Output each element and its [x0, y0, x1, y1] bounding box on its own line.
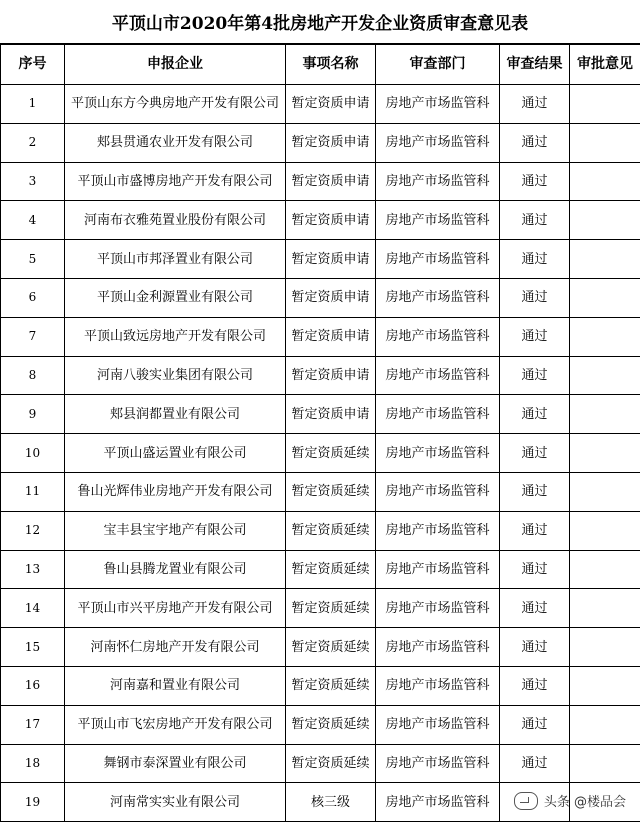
- approval-opinion: [570, 666, 640, 705]
- table-row: [1, 201, 640, 240]
- item-name: 暂定资质申请: [286, 395, 376, 434]
- review-result: 通过: [500, 395, 570, 434]
- item-name: 暂定资质延续: [286, 744, 376, 783]
- header-result: 审查结果: [500, 45, 570, 85]
- item-name: 暂定资质申请: [286, 278, 376, 317]
- row-number: 17: [1, 705, 65, 744]
- item-name: 暂定资质延续: [286, 434, 376, 473]
- table-row: [1, 589, 640, 628]
- table-row: [1, 240, 640, 279]
- company-name: 鲁山县腾龙置业有限公司: [65, 550, 286, 589]
- table-row: [1, 356, 640, 395]
- item-name: 暂定资质延续: [286, 550, 376, 589]
- review-dept: 房地产市场监管科: [376, 240, 500, 279]
- approval-opinion: [570, 589, 640, 628]
- review-result: 通过: [500, 162, 570, 201]
- approval-opinion: [570, 744, 640, 783]
- approval-opinion: [570, 472, 640, 511]
- company-name: 舞钢市泰深置业有限公司: [65, 744, 286, 783]
- item-name: 暂定资质申请: [286, 201, 376, 240]
- approval-opinion: [570, 317, 640, 356]
- row-number: 6: [1, 278, 65, 317]
- review-dept: 房地产市场监管科: [376, 162, 500, 201]
- review-dept: 房地产市场监管科: [376, 705, 500, 744]
- item-name: 暂定资质申请: [286, 317, 376, 356]
- approval-opinion: [570, 356, 640, 395]
- company-name: 河南常实实业有限公司: [65, 783, 286, 822]
- table-row: [1, 511, 640, 550]
- review-dept: 房地产市场监管科: [376, 783, 500, 822]
- page-title: 平顶山市2020年第4批房地产开发企业资质审查意见表: [0, 0, 640, 44]
- company-name: 郏县贯通农业开发有限公司: [65, 123, 286, 162]
- table-header-row: [1, 45, 640, 85]
- table-row: [1, 317, 640, 356]
- company-name: 平顶山市兴平房地产开发有限公司: [65, 589, 286, 628]
- review-result: 通过: [500, 201, 570, 240]
- review-dept: 房地产市场监管科: [376, 550, 500, 589]
- company-name: 鲁山光辉伟业房地产开发有限公司: [65, 472, 286, 511]
- review-result: 通过: [500, 472, 570, 511]
- company-name: 河南嘉和置业有限公司: [65, 666, 286, 705]
- approval-opinion: [570, 85, 640, 124]
- company-name: 河南怀仁房地产开发有限公司: [65, 628, 286, 667]
- row-number: 11: [1, 472, 65, 511]
- approval-opinion: [570, 395, 640, 434]
- row-number: 8: [1, 356, 65, 395]
- review-result: 通过: [500, 356, 570, 395]
- review-result: 通过: [500, 628, 570, 667]
- table-row: [1, 666, 640, 705]
- table-row: [1, 744, 640, 783]
- company-name: 平顶山金利源置业有限公司: [65, 278, 286, 317]
- approval-opinion: [570, 511, 640, 550]
- approval-opinion: [570, 240, 640, 279]
- review-result: 通过: [500, 434, 570, 473]
- item-name: 暂定资质延续: [286, 628, 376, 667]
- row-number: 14: [1, 589, 65, 628]
- review-dept: 房地产市场监管科: [376, 123, 500, 162]
- company-name: 平顶山市飞宏房地产开发有限公司: [65, 705, 286, 744]
- row-number: 3: [1, 162, 65, 201]
- review-dept: 房地产市场监管科: [376, 434, 500, 473]
- row-number: 2: [1, 123, 65, 162]
- table-row: [1, 472, 640, 511]
- table-row: [1, 123, 640, 162]
- header-item: 事项名称: [286, 45, 376, 85]
- review-result: 通过: [500, 550, 570, 589]
- review-dept: 房地产市场监管科: [376, 278, 500, 317]
- company-name: 河南布衣雅苑置业股份有限公司: [65, 201, 286, 240]
- header-no: 序号: [1, 45, 65, 85]
- approval-opinion: [570, 162, 640, 201]
- review-result: 通过: [500, 589, 570, 628]
- review-result: 通过: [500, 123, 570, 162]
- review-dept: 房地产市场监管科: [376, 85, 500, 124]
- review-result: 通过: [500, 705, 570, 744]
- company-name: 平顶山市邦泽置业有限公司: [65, 240, 286, 279]
- table-row: [1, 705, 640, 744]
- table-row: [1, 278, 640, 317]
- approval-opinion: [570, 550, 640, 589]
- row-number: 15: [1, 628, 65, 667]
- approval-opinion: [570, 628, 640, 667]
- review-result: 通过: [500, 240, 570, 279]
- approval-opinion: [570, 434, 640, 473]
- review-dept: 房地产市场监管科: [376, 744, 500, 783]
- table-row: [1, 550, 640, 589]
- watermark: [514, 791, 626, 810]
- row-number: 1: [1, 85, 65, 124]
- review-dept: 房地产市场监管科: [376, 201, 500, 240]
- review-result: 通过: [500, 666, 570, 705]
- review-result: 通过: [500, 317, 570, 356]
- company-name: 平顶山致远房地产开发有限公司: [65, 317, 286, 356]
- table-row: [1, 628, 640, 667]
- row-number: 13: [1, 550, 65, 589]
- company-name: 宝丰县宝宇地产有限公司: [65, 511, 286, 550]
- item-name: 暂定资质申请: [286, 85, 376, 124]
- row-number: 16: [1, 666, 65, 705]
- review-table: [0, 44, 640, 822]
- approval-opinion: [570, 705, 640, 744]
- row-number: 18: [1, 744, 65, 783]
- row-number: 7: [1, 317, 65, 356]
- item-name: 暂定资质延续: [286, 511, 376, 550]
- item-name: 暂定资质申请: [286, 162, 376, 201]
- table-row: [1, 162, 640, 201]
- watermark-text: 头条 @楼品会: [544, 791, 626, 810]
- review-result: 通过: [500, 511, 570, 550]
- approval-opinion: [570, 278, 640, 317]
- review-dept: 房地产市场监管科: [376, 395, 500, 434]
- row-number: 19: [1, 783, 65, 822]
- item-name: 暂定资质申请: [286, 240, 376, 279]
- row-number: 5: [1, 240, 65, 279]
- item-name: 暂定资质延续: [286, 666, 376, 705]
- company-name: 平顶山市盛博房地产开发有限公司: [65, 162, 286, 201]
- item-name: 暂定资质延续: [286, 472, 376, 511]
- approval-opinion: [570, 123, 640, 162]
- company-name: 河南八骏实业集团有限公司: [65, 356, 286, 395]
- row-number: 12: [1, 511, 65, 550]
- table-row: [1, 395, 640, 434]
- row-number: 10: [1, 434, 65, 473]
- review-dept: 房地产市场监管科: [376, 472, 500, 511]
- item-name: 暂定资质申请: [286, 356, 376, 395]
- company-name: 郏县润都置业有限公司: [65, 395, 286, 434]
- row-number: 9: [1, 395, 65, 434]
- review-result: 通过: [500, 744, 570, 783]
- approval-opinion: [570, 201, 640, 240]
- review-dept: 房地产市场监管科: [376, 628, 500, 667]
- item-name: 暂定资质申请: [286, 123, 376, 162]
- review-result: 通过: [500, 278, 570, 317]
- row-number: 4: [1, 201, 65, 240]
- header-dept: 审查部门: [376, 45, 500, 85]
- toutiao-logo-icon: [514, 792, 538, 810]
- review-dept: 房地产市场监管科: [376, 317, 500, 356]
- review-dept: 房地产市场监管科: [376, 511, 500, 550]
- review-dept: 房地产市场监管科: [376, 589, 500, 628]
- item-name: 核三级: [286, 783, 376, 822]
- item-name: 暂定资质延续: [286, 705, 376, 744]
- table-row: [1, 434, 640, 473]
- item-name: 暂定资质延续: [286, 589, 376, 628]
- table-row: [1, 85, 640, 124]
- header-company: 申报企业: [65, 45, 286, 85]
- company-name: 平顶山东方今典房地产开发有限公司: [65, 85, 286, 124]
- review-dept: 房地产市场监管科: [376, 356, 500, 395]
- review-dept: 房地产市场监管科: [376, 666, 500, 705]
- review-result: 通过: [500, 85, 570, 124]
- header-opinion: 审批意见: [570, 45, 640, 85]
- company-name: 平顶山盛运置业有限公司: [65, 434, 286, 473]
